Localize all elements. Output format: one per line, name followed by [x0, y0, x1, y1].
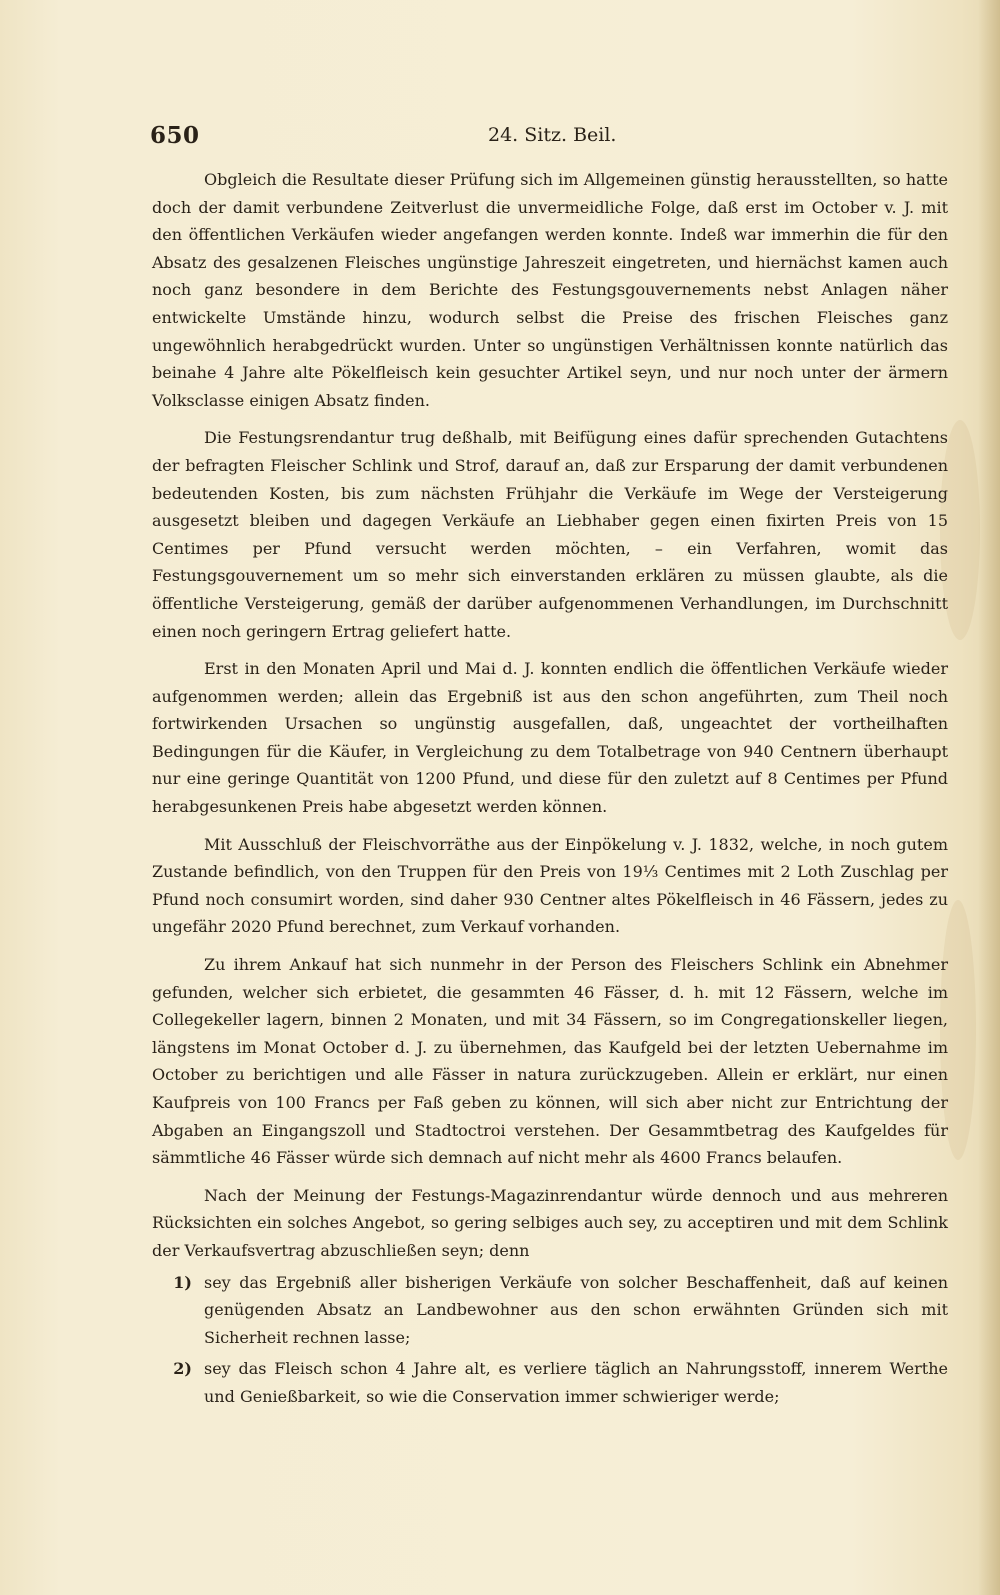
- list-item: [152, 1355, 948, 1410]
- page-number: 650: [150, 122, 200, 149]
- paragraph: Zu ihrem Ankauf hat sich nunmehr in der Person des Fleischers Schlink ein Abnehmer gefunden, welcher sich erbietet, die gesammten 46 Fässer, d. h. mit 12 Fässern, welche im Collegekeller lagern, binnen 2 Monaten, und mit 34 Fässern, so im Congregationskeller liegen, längstens im Monat October d. J. zu übernehmen, das Kaufgeld bei der letzten Uebernahme im October zu berichtigen und alle Fässer in natura zurückzugeben. Allein er erklärt, nur einen Kaufpreis von 100 Francs per Faß geben zu können, will sich aber nicht zur Entrichtung der Abgaben an Eingangszoll und Stadtoctroi verstehen. Der Gesammtbetrag des Kaufgeldes für sämmtliche 46 Fässer würde sich demnach auf nicht mehr als 4600 Francs belaufen.: [152, 955, 948, 1168]
- page-edge-shadow: [978, 0, 1000, 1595]
- running-head: 24. Sitz. Beil.: [488, 124, 617, 146]
- list-text: sey das Fleisch schon 4 Jahre alt, es verliere täglich an Nahrungsstoff, innerem Werthe und Genießbarkeit, so wie die Conservation immer schwieriger werde;: [204, 1359, 948, 1406]
- body-text: [152, 166, 948, 1415]
- paragraph: Erst in den Monaten April und Mai d. J. konnten endlich die öffentlichen Verkäufe wieder aufgenommen werden; allein das Ergebniß ist aus den schon angeführten, zum Theil noch fortwirkenden Ursachen so ungünstig ausgefallen, daß, ungeachtet der vortheilhaften Bedingungen für die Käufer, in Vergleichung zu dem Totalbetrage von 940 Centnern überhaupt nur eine geringe Quantität von 1200 Pfund, und diese für den zuletzt auf 8 Centimes per Pfund herabgesunkenen Preis habe abgesetzt werden können.: [152, 659, 948, 817]
- list-number: 1): [173, 1272, 192, 1292]
- page-header: [0, 122, 1000, 156]
- list-text: sey das Ergebniß aller bisherigen Verkäufe von solcher Beschaffenheit, daß auf keinen genügenden Absatz an Landbewohner aus den schon erwähnten Gründen sich mit Sicherheit rechnen lasse;: [204, 1272, 948, 1347]
- list-number: 2): [173, 1359, 192, 1379]
- paragraph: Die Festungsrendantur trug deßhalb, mit Beifügung eines dafür sprechenden Gutachtens der befragten Fleischer Schlink und Strof, darauf an, daß zur Ersparung der damit verbundenen bedeutenden Kosten, bis zum nächsten Frühjahr die Verkäufe im Wege der Versteigerung ausgesetzt bleiben und dagegen Verkäufe an Liebhaber gegen einen fixirten Preis von 15 Centimes per Pfund versucht werden möchten, – ein Verfahren, womit das Festungsgouvernement um so mehr sich einverstanden erklären zu müssen glaubte, als die öffentliche Versteigerung, gemäß der darüber aufgenommenen Verhandlungen, im Durchschnitt einen noch geringern Ertrag geliefert hatte.: [152, 428, 948, 641]
- paragraph: Obgleich die Resultate dieser Prüfung sich im Allgemeinen günstig herausstellten, so hatte doch der damit verbundene Zeitverlust die unvermeidliche Folge, daß erst im October v. J. mit den öffentlichen Verkäufen wieder angefangen werden konnte. Indeß war immerhin die für den Absatz des gesalzenen Fleisches ungünstige Jahreszeit eingetreten, und hiernächst kamen auch noch ganz besondere in dem Berichte des Festungsgouvernements nebst Anlagen näher entwickelte Umstände hinzu, wodurch selbst die Preise des frischen Fleisches ganz ungewöhnlich herabgedrückt wurden. Unter so ungünstigen Verhältnissen konnte natürlich das beinahe 4 Jahre alte Pökelfleisch kein gesuchter Artikel seyn, und nur noch unter der ärmern Volksclasse einigen Absatz finden.: [152, 170, 948, 410]
- paragraph: Mit Ausschluß der Fleischvorräthe aus der Einpökelung v. J. 1832, welche, in noch gutem Zustande befindlich, von den Truppen für den Preis von 19⅓ Centimes mit 2 Loth Zuschlag per Pfund noch consumirt worden, sind daher 930 Centner altes Pökelfleisch in 46 Fässern, jedes zu ungefähr 2020 Pfund berechnet, zum Verkauf vorhanden.: [152, 834, 948, 937]
- list-item: [152, 1269, 948, 1352]
- paragraph: Nach der Meinung der Festungs-Magazinrendantur würde dennoch und aus mehreren Rücksichten ein solches Angebot, so gering selbiges auch sey, zu acceptiren und mit dem Schlink der Verkaufsvertrag abzuschließen seyn; denn: [152, 1185, 948, 1260]
